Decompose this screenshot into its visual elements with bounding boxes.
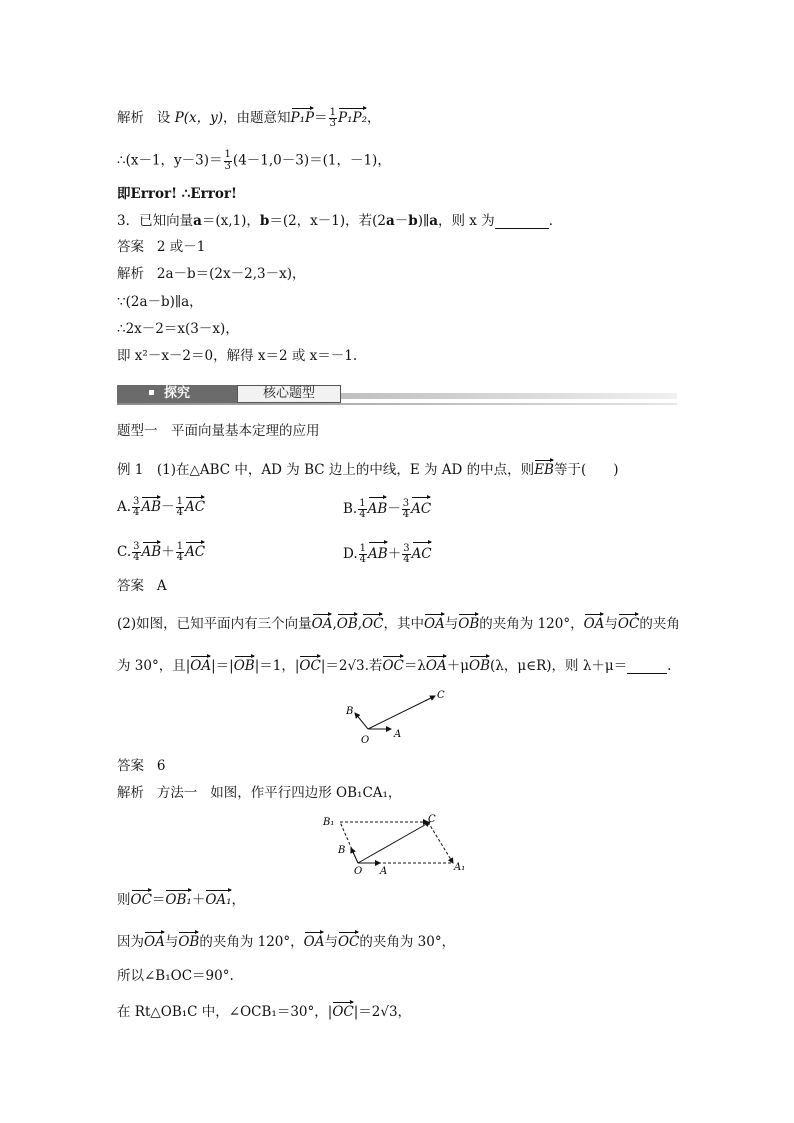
q3-answer [117,241,205,255]
q3-solution-line-1 [117,268,305,282]
vector-oc-arrow [368,696,435,729]
text: ． [548,213,563,229]
vector-figure-1 [340,686,460,748]
question-3 [117,215,562,229]
prev-solution-label: 解析 [117,110,144,126]
example-1-answer: 答案 A [117,578,167,594]
solution-label: 解析 [117,266,144,282]
point-label-a: A [380,866,388,877]
vector-eb: EB [534,458,554,478]
text: 等于( ) [553,462,619,478]
vector-b: b [259,213,270,229]
type-1-title: 题型一 平面向量基本定理的应用 [117,423,320,439]
point-label-a: A [394,729,402,740]
prev-solution-line-3: 即Error! ∴Error! [117,186,237,202]
vector-p1p2: P₁P₂ [338,106,367,126]
prev-solution-line-2 [117,150,391,172]
text: 例 1 (1)在△ABC 中，AD 为 BC 边上的中线，E 为 AD 的中点，则 [117,462,535,478]
point-label-o: O [361,735,370,746]
section-banner [117,382,677,406]
text: 3．已知向量 [117,213,194,229]
q3-solution-line-3: ∴2x－2＝x(3－x)， [117,321,239,337]
point-label-a1: A₁ [454,862,466,873]
option-a[interactable]: A. $\frac{3}{4}$ AB－ $\frac{1}{4}$ AC [117,495,206,518]
example-1-stem [117,458,619,478]
text: － [394,213,409,229]
text: ＝ [314,110,328,126]
vector-ob-arrow [355,713,368,729]
vector-a: a [429,213,438,229]
vector-b: b [408,213,418,229]
point-label-c: C [437,690,445,701]
answer-value: 2 或－1 [156,239,206,255]
point-label-o: O [354,866,363,877]
vector-a: a [386,213,395,229]
example-2-solution-line-2: 则OC＝OB₁＋OA₁， [117,888,245,908]
banner-left: 探究 [117,385,237,403]
point-label-b1: B₁ [323,817,335,828]
answer-blank [495,216,549,229]
banner-rule [117,403,677,405]
text: ∴(x－1，y－3)＝ [117,152,223,169]
text: 2a－b＝(2x－2,3－x)， [156,266,306,282]
text: 设 [156,110,171,126]
option-d[interactable]: D. $\frac{1}{4}$ AB＋ $\frac{3}{4}$ AC [343,540,432,566]
point-label-b: B [346,706,354,717]
example-2-solution-line-1: 解析 方法一 如图，作平行四边形 OB₁CA₁， [117,785,402,801]
fraction: $\frac{1}{3}$ [224,149,231,172]
text: ，由题意知 [223,110,291,126]
example-2-solution-line-5: 在 Rt△OB₁C 中，∠OCB₁＝30°，|OC|＝2√3， [117,1000,411,1020]
banner-gradient [341,393,677,399]
option-b[interactable]: B. $\frac{1}{4}$ AB－ $\frac{3}{4}$ AC [343,495,431,521]
example-2-line-1: (2)如图，已知平面内有三个向量OA,OB,OC，其中OA与OB的夹角为 120°，OA与OC的夹角 [117,612,680,632]
q3-solution-line-4: 即 x²－x－2＝0，解得 x＝2 或 x＝－1. [117,348,358,364]
example-2-answer: 答案 6 [117,758,166,774]
example-2-line-2: 为 30°，且|OA|＝|OB|＝1，|OC|＝2√3.若OC＝λOA＋μOB(λ，μ∈R)，则 λ＋μ＝ . [117,654,671,674]
text: ，则 x 为 [437,213,495,229]
vector-p1p: P₁P [291,106,315,126]
prev-solution-line-1 [117,106,381,130]
q3-solution-line-2: ∵(2a－b)∥a， [117,294,203,310]
fraction: $\frac{1}{3}$ [329,106,336,129]
text: P(x，y) [174,110,224,126]
banner-right: 核心题型 [237,385,341,403]
text: ， [367,110,381,126]
text: ＝(x,1)， [201,213,260,229]
example-2-solution-line-3: 因为OA与OB的夹角为 120°，OA与OC的夹角为 30°， [117,930,455,950]
square-bullet-icon [149,390,154,395]
answer-blank [627,661,667,674]
option-c[interactable]: C. $\frac{3}{4}$ AB＋ $\frac{1}{4}$ AC [117,540,206,563]
parallelogram-figure [318,808,478,878]
example-2-solution-line-4: 所以∠B₁OC＝90°. [117,968,234,984]
point-label-b: B [338,845,346,856]
text: )∥ [417,213,430,229]
point-label-c: C [428,814,436,825]
answer-label: 答案 [117,239,144,255]
vector-a: a [193,213,202,229]
text: (4－1,0－3)＝(1，－1)， [232,152,391,169]
text: ＝(2，x－1)，若(2 [269,213,387,229]
